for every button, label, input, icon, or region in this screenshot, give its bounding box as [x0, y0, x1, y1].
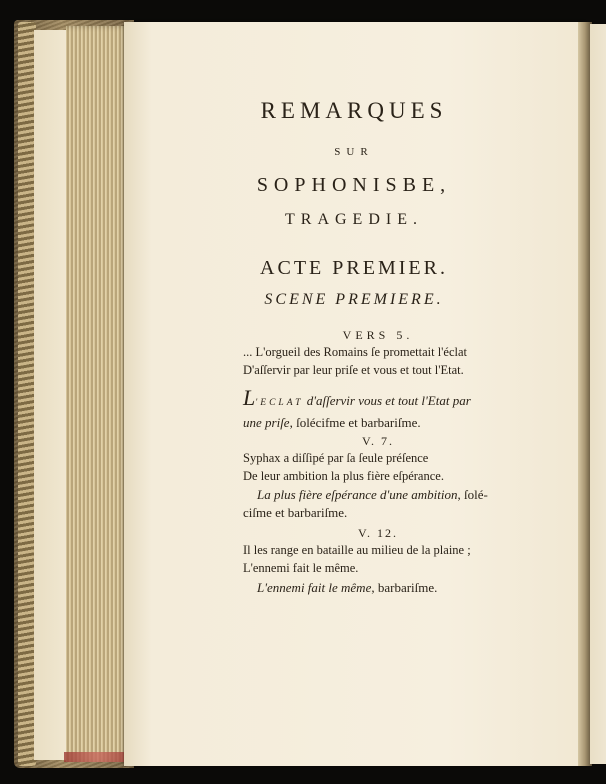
verse-comment [243, 486, 513, 522]
play-genre: TRAGEDIE. [285, 211, 423, 228]
red-edge-tint [64, 752, 130, 762]
small-caps-word: 'ECLAT [255, 398, 304, 408]
title-sur: SUR [334, 146, 374, 158]
drop-cap: L [243, 385, 256, 410]
scene-heading: SCENE PREMIERE. [264, 291, 444, 308]
quote-line: De leur ambition la plus fière eſpérance. [243, 469, 444, 483]
comment-text: , barbariſme. [371, 580, 438, 595]
comment-italic: L'ennemi fait le même [257, 580, 372, 595]
facing-page [590, 24, 606, 764]
quote-line: Syphax a diſſipé par ſa ſeule préſence [243, 451, 429, 465]
comment-text: , ſolécifme et barbariſme. [289, 415, 421, 430]
verse-quote [243, 343, 513, 379]
comment-text: , ſolé- [457, 487, 488, 502]
verse-heading: V. 12. [357, 526, 399, 540]
endpaper [34, 30, 70, 760]
play-title: SOPHONISBE, [256, 174, 452, 196]
verse-heading: V. 7. [361, 434, 395, 448]
quote-line: Il les range en bataille au milieu de la plaine ; [243, 543, 471, 557]
verse-quote [243, 449, 513, 485]
comment-italic: d'aſſervir vous et tout l'Etat par [306, 393, 471, 408]
quote-line: ... L'orgueil des Romains ſe promettait l'éclat [243, 345, 468, 359]
verse-heading: VERS 5. [342, 328, 414, 342]
verse-quote [243, 541, 513, 577]
comment-italic: La plus fière eſpérance d'une ambition [257, 487, 458, 502]
act-heading: ACTE PREMIER. [260, 257, 448, 279]
main-title: REMARQUES [260, 98, 448, 123]
quote-line: L'ennemi fait le même. [243, 561, 359, 575]
comment-text: ciſme et barbariſme. [243, 505, 348, 520]
verse-comment [243, 579, 513, 597]
page-edges [66, 26, 128, 762]
comment-italic: une priſe [243, 415, 290, 430]
quote-line: D'aſſervir par leur priſe et vous et tout l'Etat. [243, 363, 464, 377]
verse-comment [243, 385, 513, 433]
